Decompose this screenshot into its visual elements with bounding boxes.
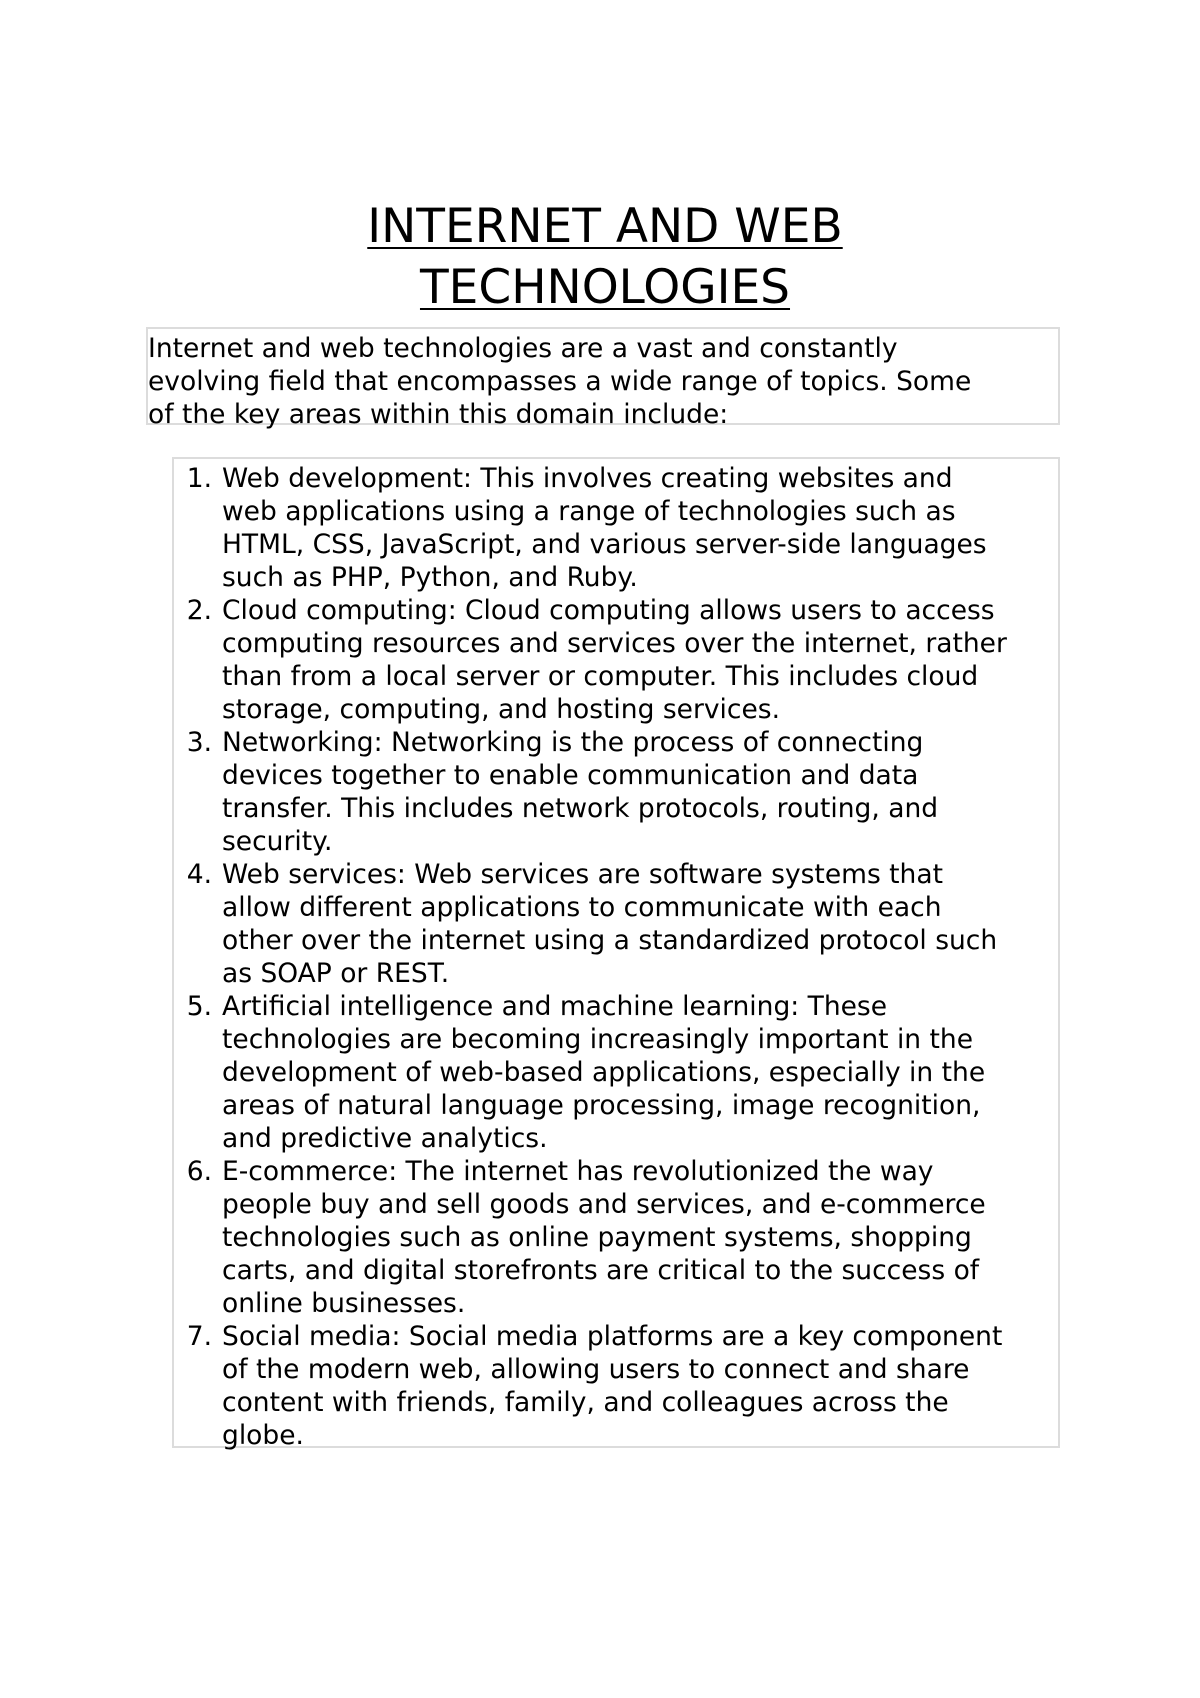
list-item-text [222, 726, 1058, 858]
list-item-line: carts, and digital storefronts are critical to the success of [222, 1255, 980, 1286]
list-item-line: such as PHP, Python, and Ruby. [222, 562, 638, 593]
list-item-networking [174, 726, 1058, 858]
list-item-line: Social media: Social media platforms are a key component [222, 1321, 1003, 1352]
list-item-line: E-commerce: The internet has revolutionized the way [222, 1156, 934, 1187]
list-item-e-commerce [174, 1155, 1058, 1320]
list-item-line: computing resources and services over the internet, rather [222, 628, 1007, 659]
list-item-line: globe. [222, 1420, 304, 1451]
list-item-line: transfer. This includes network protocols, routing, and [222, 793, 939, 824]
list-item-number: 7. [186, 1321, 212, 1352]
list-item-line: people buy and sell goods and services, and e-commerce [222, 1189, 986, 1220]
list-item-number: 5. [186, 991, 212, 1022]
list-item-line: devices together to enable communication and data [222, 760, 919, 791]
list-item-line: security. [222, 826, 333, 857]
list-item-line: Networking: Networking is the process of connecting [222, 727, 924, 758]
title-line-1: INTERNET AND WEB [367, 199, 843, 254]
list-item-line: Web services: Web services are software systems that [222, 859, 943, 890]
list-item-line: other over the internet using a standardized protocol such [222, 925, 998, 956]
list-item-line: and predictive analytics. [222, 1123, 548, 1154]
title-line-2: TECHNOLOGIES [419, 260, 791, 315]
list-item-number: 3. [186, 727, 212, 758]
list-item-line: technologies such as online payment systems, shopping [222, 1222, 972, 1253]
topics-list [174, 462, 1058, 1452]
list-item-text [222, 1320, 1058, 1452]
intro-paragraph-box [146, 327, 1060, 430]
list-item-ai-ml [174, 990, 1058, 1155]
list-item-line: areas of natural language processing, image recognition, [222, 1090, 981, 1121]
intro-line: of the key areas within this domain include: [148, 399, 729, 430]
list-item-text [222, 858, 1058, 990]
topics-list-box [172, 457, 1060, 1451]
list-item-line: online businesses. [222, 1288, 466, 1319]
list-item-line: technologies are becoming increasingly important in the [222, 1024, 974, 1055]
intro-line: evolving field that encompasses a wide range of topics. Some [148, 366, 972, 397]
list-item-number: 1. [186, 463, 212, 494]
list-item-line: of the modern web, allowing users to connect and share [222, 1354, 970, 1385]
list-item-text [222, 990, 1058, 1155]
intro-line: Internet and web technologies are a vast and constantly [148, 333, 898, 364]
list-item-line: allow different applications to communicate with each [222, 892, 942, 923]
list-item-number: 6. [186, 1156, 212, 1187]
list-item-web-development [174, 462, 1058, 594]
list-item-line: as SOAP or REST. [222, 958, 450, 989]
list-item-line: than from a local server or computer. This includes cloud [222, 661, 979, 692]
list-item-line: Web development: This involves creating websites and [222, 463, 953, 494]
list-item-text [222, 462, 1058, 594]
list-item-text [222, 1155, 1058, 1320]
list-item-text [222, 594, 1058, 726]
list-item-line: development of web-based applications, especially in the [222, 1057, 986, 1088]
list-item-number: 2. [186, 595, 212, 626]
list-item-line: HTML, CSS, JavaScript, and various server-side languages [222, 529, 987, 560]
list-item-line: storage, computing, and hosting services. [222, 694, 780, 725]
list-item-line: web applications using a range of technologies such as [222, 496, 956, 527]
list-item-line: content with friends, family, and colleagues across the [222, 1387, 949, 1418]
list-item-social-media [174, 1320, 1058, 1452]
page-title [146, 196, 1064, 318]
list-item-cloud-computing [174, 594, 1058, 726]
intro-paragraph [148, 332, 1058, 431]
list-item-line: Artificial intelligence and machine learning: These [222, 991, 888, 1022]
list-item-web-services [174, 858, 1058, 990]
list-item-number: 4. [186, 859, 212, 890]
list-item-line: Cloud computing: Cloud computing allows users to access [222, 595, 995, 626]
